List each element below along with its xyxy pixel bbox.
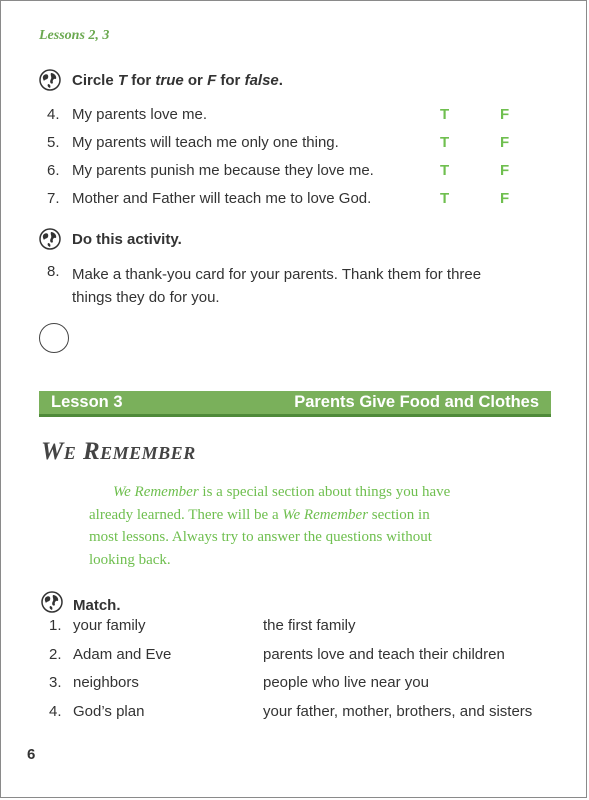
- paragraph-text: is a special section about things you have: [198, 484, 451, 500]
- question-text: My parents will teach me only one thing.: [72, 134, 339, 151]
- activity-instruction: Do this activity.: [72, 231, 182, 248]
- match-row-4: [49, 703, 569, 723]
- globe-icon: [39, 69, 61, 91]
- false-option[interactable]: F: [500, 106, 510, 123]
- true-option[interactable]: T: [440, 134, 450, 151]
- paragraph-text: looking back.: [89, 551, 171, 568]
- match-row-1: [49, 617, 569, 637]
- question-number: 8.: [47, 263, 60, 280]
- paragraph-text: section in: [368, 506, 430, 523]
- globe-icon: [39, 228, 61, 250]
- match-definition[interactable]: the first family: [263, 617, 356, 634]
- false-option[interactable]: F: [500, 162, 510, 179]
- paragraph-text: most lessons. Always try to answer the questions without: [89, 529, 432, 545]
- question-number: 3.: [49, 674, 62, 691]
- lesson-number: Lesson 3: [51, 393, 123, 411]
- instruction-text: .: [278, 72, 283, 89]
- activity-line: things they do for you.: [72, 289, 220, 306]
- page-header: Lessons 2, 3: [39, 28, 110, 43]
- we-remember-paragraph: [89, 481, 529, 571]
- match-term[interactable]: God’s plan: [73, 703, 145, 720]
- activity-text: [72, 263, 542, 309]
- match-row-2: [49, 646, 569, 666]
- question-number: 4.: [47, 106, 60, 123]
- globe-icon: [41, 591, 63, 613]
- instruction-text: Circle: [72, 72, 118, 89]
- instruction-text: F: [207, 72, 217, 89]
- lesson-title: Parents Give Food and Clothes: [294, 393, 539, 411]
- match-definition[interactable]: people who live near you: [263, 674, 429, 691]
- question-text: My parents love me.: [72, 106, 208, 123]
- match-definition[interactable]: your father, mother, brothers, and sisters: [263, 703, 533, 720]
- instruction-text: T: [117, 72, 128, 89]
- question-number: 4.: [49, 703, 62, 720]
- lesson-banner: [39, 391, 551, 417]
- paragraph-text: already learned. There will be a: [89, 506, 283, 523]
- we-remember-heading: We Remember: [41, 438, 196, 465]
- true-option[interactable]: T: [440, 162, 450, 179]
- match-term[interactable]: your family: [73, 617, 146, 634]
- question-number: 7.: [47, 190, 60, 207]
- instruction-text: for: [127, 72, 156, 89]
- question-number: 6.: [47, 162, 60, 179]
- match-term[interactable]: Adam and Eve: [73, 646, 172, 663]
- score-circle: [39, 323, 69, 353]
- instruction-text: false: [244, 72, 279, 89]
- activity-line: Make a thank-you card for your parents. Thank them for three: [72, 266, 482, 283]
- match-definition[interactable]: parents love and teach their children: [263, 646, 505, 663]
- question-text: My parents punish me because they love me.: [72, 162, 374, 179]
- tf-question-5: [47, 134, 567, 154]
- tf-question-6: [47, 162, 567, 182]
- match-row-3: [49, 674, 569, 694]
- question-number: 1.: [49, 617, 62, 634]
- match-instruction: Match.: [73, 597, 121, 614]
- emphasis-text: We Remember: [282, 506, 369, 523]
- instruction-text: for: [216, 72, 245, 89]
- question-number: 2.: [49, 646, 62, 663]
- question-text: Mother and Father will teach me to love God.: [72, 190, 372, 207]
- tf-instruction: [72, 72, 283, 89]
- false-option[interactable]: F: [500, 190, 510, 207]
- true-option[interactable]: T: [440, 190, 450, 207]
- question-number: 5.: [47, 134, 60, 151]
- tf-question-7: [47, 190, 567, 210]
- emphasis-text: We Remember: [113, 484, 199, 500]
- match-term[interactable]: neighbors: [73, 674, 139, 691]
- instruction-text: true: [155, 72, 184, 89]
- tf-question-4: [47, 106, 567, 126]
- true-option[interactable]: T: [440, 106, 450, 123]
- page-number: 6: [27, 746, 36, 763]
- instruction-text: or: [183, 72, 208, 89]
- false-option[interactable]: F: [500, 134, 510, 151]
